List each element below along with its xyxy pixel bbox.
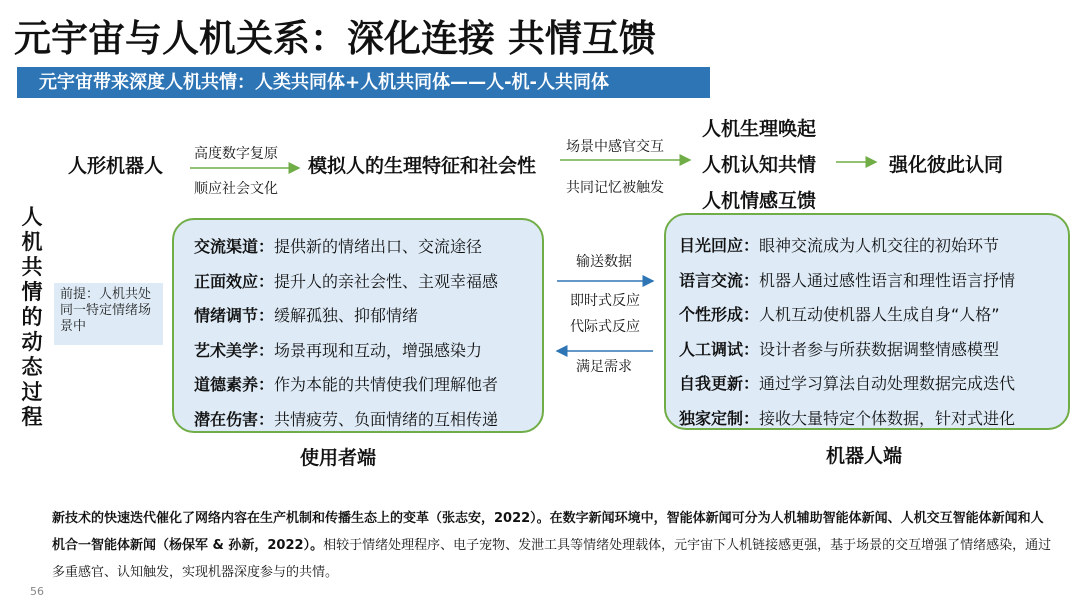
meet-needs-label: 满足需求 bbox=[576, 359, 632, 375]
machine-side-box bbox=[664, 213, 1070, 430]
user-item: 艺术美学：场景再现和互动，增强感染力 bbox=[194, 340, 483, 360]
user-item: 正面效应：提升人的亲社会性、主观幸福感 bbox=[194, 271, 499, 291]
user-item: 情绪调节：缓解孤独、抑郁情绪 bbox=[194, 306, 419, 325]
arrow2-top-label: 场景中感官交互 bbox=[566, 139, 664, 155]
user-side-label: 使用者端 bbox=[300, 447, 377, 469]
send-data-label: 输送数据 bbox=[576, 254, 632, 270]
arrow1-bottom-label: 顺应社会文化 bbox=[194, 181, 278, 197]
humanoid-robot-label: 人形机器人 bbox=[68, 155, 164, 177]
user-side-box bbox=[172, 218, 544, 433]
user-item: 潜在伤害：共情疲劳、负面情绪的互相传递 bbox=[194, 409, 499, 429]
identity-label: 强化彼此认同 bbox=[889, 154, 1004, 176]
subtitle-banner: 元宇宙带来深度人机共情：人类共同体+人机共同体——人-机-人共同体 bbox=[17, 67, 710, 98]
simulation-label: 模拟人的生理特征和社会性 bbox=[308, 155, 537, 177]
arrow1-top-label: 高度数字复原 bbox=[194, 146, 278, 162]
page-number: 56 bbox=[30, 585, 44, 598]
machine-item: 独家定制：接收大量特定个体数据，针对式进化 bbox=[679, 408, 1016, 428]
machine-item: 目光回应：眼神交流成为人机交往的初始环节 bbox=[679, 236, 1000, 255]
machine-item: 语言交流：机器人通过感性语言和理性语言抒情 bbox=[679, 270, 1016, 290]
premise-box: 前提：人机共处同一特定情绪场景中 bbox=[54, 283, 163, 345]
result-emotional: 人机情感互馈 bbox=[702, 190, 817, 212]
machine-item: 人工调试：设计者参与所获数据调整情感模型 bbox=[679, 339, 1000, 359]
user-item: 交流渠道：提供新的情绪出口、交流途径 bbox=[194, 237, 483, 256]
result-physiological: 人机生理唤起 bbox=[702, 118, 817, 140]
user-item: 道德素养：作为本能的共情使我们理解他者 bbox=[194, 375, 499, 394]
arrow2-bottom-label: 共同记忆被触发 bbox=[566, 180, 664, 196]
machine-item: 自我更新：通过学习算法自动处理数据完成迭代 bbox=[679, 374, 1016, 393]
instant-reaction-label: 即时式反应 bbox=[570, 293, 640, 309]
page-title: 元宇宙与人机关系：深化连接 共情互馈 bbox=[14, 17, 656, 60]
footer-paragraph: 新技术的快速迭代催化了网络内容在生产机制和传播生态上的变革（张志安，2022）。在数字新闻环境中，智能体新闻可分为人机辅助智能体新闻、人机交互智能体新闻和人机合一智能体新闻（杨保军 & 孙新，2022）。相较于情绪处理程序、电子宠物、发泄工具等情绪处理载体，元宇宙下人机链接感更强，基于场景的交互增强了情绪感染，通过多重感官、认知触发，实现机器深度参与的共情。 bbox=[52, 511, 1052, 580]
vertical-process-label: 人 机 共 情 的 动 态 过 程 bbox=[21, 205, 43, 429]
result-cognitive: 人机认知共情 bbox=[702, 154, 817, 176]
intergen-reaction-label: 代际式反应 bbox=[570, 319, 640, 335]
machine-side-label: 机器人端 bbox=[826, 445, 903, 467]
machine-item: 个性形成：人机互动使机器人生成自身“人格” bbox=[679, 305, 1000, 324]
